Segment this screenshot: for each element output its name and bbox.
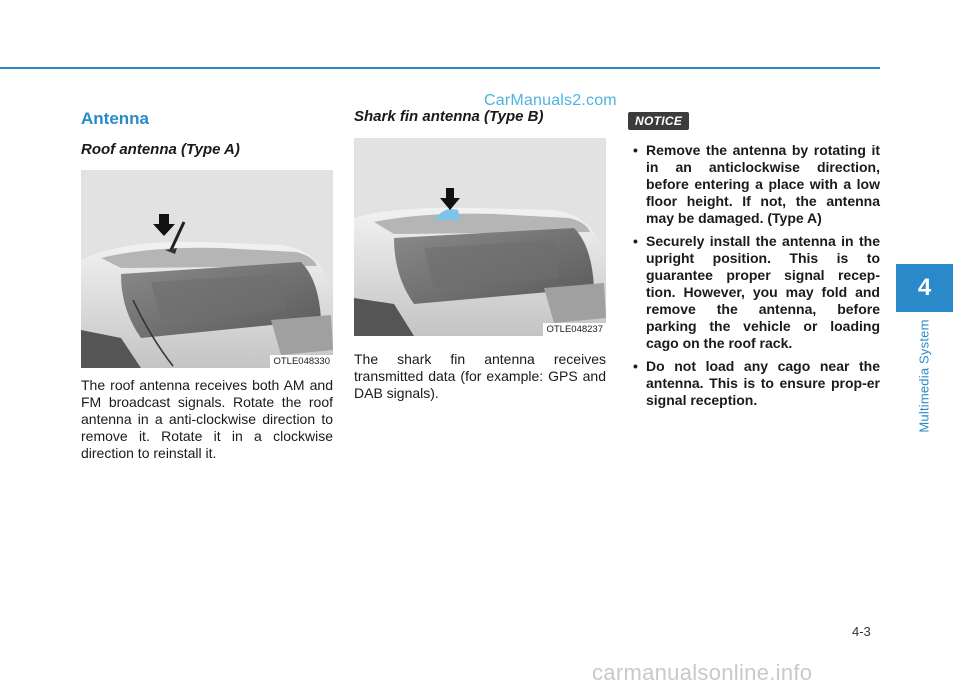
car-rear-shark-fin-illustration (354, 138, 606, 336)
figure-code-label: OTLE048330 (270, 355, 333, 368)
column-shark-fin-antenna (354, 108, 606, 402)
shark-fin-description: The shark fin antenna receives transmitted data (for example: GPS and DAB signals). (354, 351, 606, 401)
column-notice (628, 112, 880, 415)
notice-badge: NOTICE (628, 112, 689, 130)
notice-item: • Securely install the antenna in the upright position. This is to guarantee proper signal recep-tion. However, you may fold and remove the antenna, before parking the vehicle or loading cago on the roof rack. (628, 233, 880, 352)
chapter-label: Multimedia System (916, 319, 932, 433)
watermark-text: CarManuals2.com (484, 92, 617, 109)
roof-antenna-subtitle: Roof antenna (Type A) (81, 141, 240, 158)
section-title: Antenna (81, 109, 149, 128)
header-rule (0, 67, 880, 69)
page-number: 4-3 (852, 624, 871, 639)
shark-fin-antenna-figure (354, 138, 606, 336)
notice-item: • Do not load any cago near the antenna. This is to ensure prop-er signal reception. (628, 358, 880, 409)
column-roof-antenna (81, 108, 333, 462)
roof-antenna-description: The roof antenna receives both AM and FM broadcast signals. Rotate the roof antenna in a anti-clockwise direction to remove it. Rotate it in a clockwise direction to reinstall it. (81, 377, 333, 461)
footer-watermark: carmanualsonline.info (592, 660, 813, 685)
shark-fin-subtitle: Shark fin antenna (Type B) (354, 108, 544, 125)
car-rear-roof-antenna-illustration (81, 170, 333, 368)
figure-code-label: OTLE048237 (543, 323, 606, 336)
roof-antenna-figure (81, 170, 333, 368)
chapter-tab: 4 (896, 264, 953, 312)
notice-list (628, 142, 880, 409)
notice-item: • Remove the antenna by rotating it in an anticlockwise direction, before entering a place with a low floor height. If not, the antenna may be damaged. (Type A) (628, 142, 880, 227)
